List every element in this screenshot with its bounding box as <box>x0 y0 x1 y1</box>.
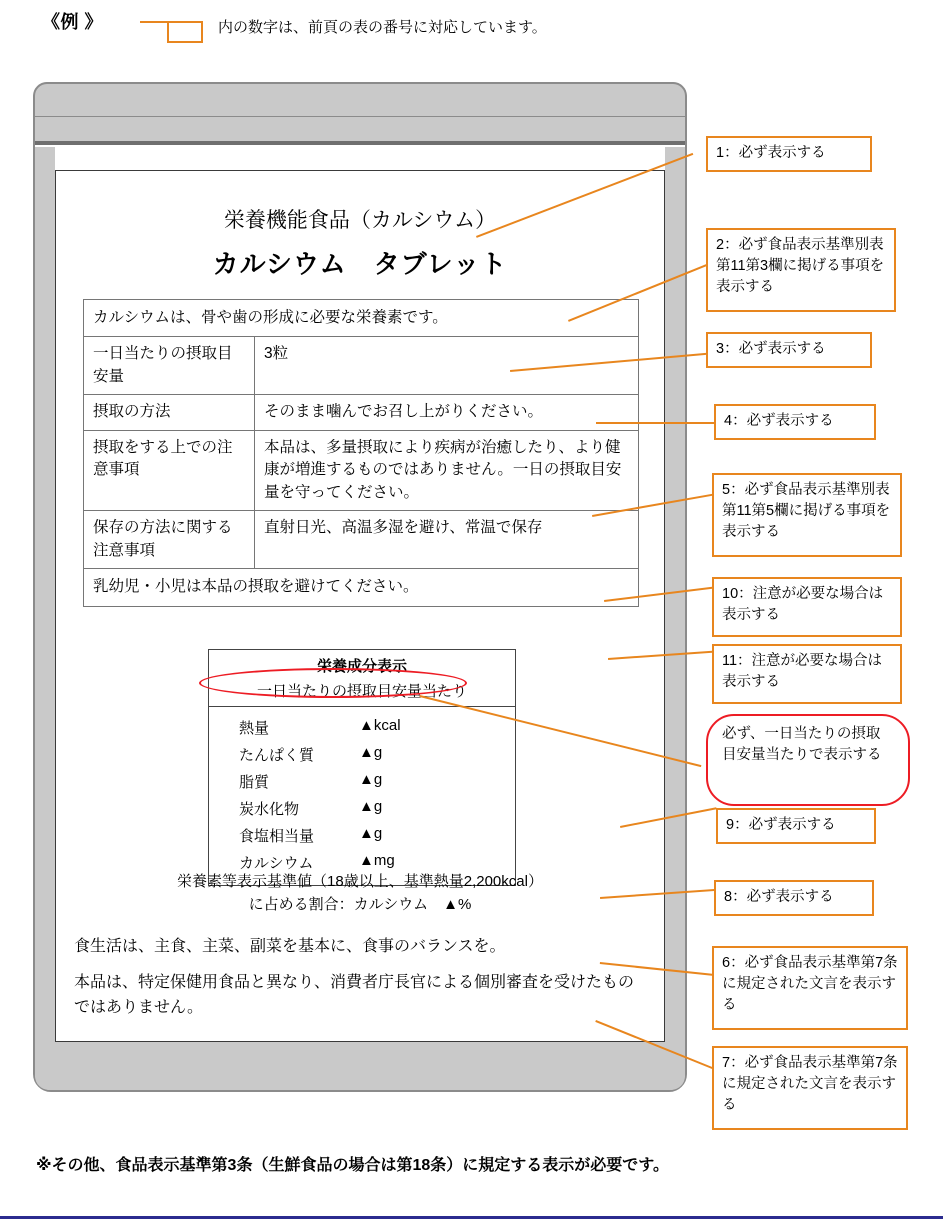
package-left-edge <box>35 147 55 1042</box>
package-right-edge <box>665 147 685 1042</box>
table-row <box>84 511 639 569</box>
callout-8: 8：必ず表示する <box>714 880 874 916</box>
label-product-name: カルシウム タブレット <box>212 249 508 279</box>
row-head-storage: 保存の方法に関する注意事項 <box>84 511 255 569</box>
table-row <box>84 430 639 510</box>
row-body-storage: 直射日光、高温多湿を避け、常温で保存 <box>255 511 639 569</box>
nutrient-value: ▲g <box>359 798 383 815</box>
legend-note: 内の数字は、前頁の表の番号に対応しています。 <box>218 19 547 36</box>
callout-3: 3：必ず表示する <box>706 332 872 368</box>
row-head-intake-amount: 一日当たりの摂取目安量 <box>84 337 255 395</box>
nutrient-name: カルシウム <box>239 855 314 872</box>
nutrition-rows <box>209 707 515 885</box>
row-head-intake-method: 摂取の方法 <box>84 395 255 430</box>
row-body-intake-method: そのまま噛んでお召し上がりください。 <box>255 395 639 430</box>
package-top-band <box>33 82 687 118</box>
nutrient-name: 熱量 <box>239 720 270 737</box>
nutrition-title: 栄養成分表示 <box>316 658 407 675</box>
callout-5: 5：必ず食品表示基準別表第11第5欄に掲げる事項を表示する <box>712 473 902 557</box>
nutrient-name: 食塩相当量 <box>239 828 315 845</box>
disclaimer-text: 本品は、特定保健用食品と異なり、消費者庁長官による個別審査を受けたものではありません。 <box>74 974 635 1016</box>
list-item <box>209 795 515 822</box>
nutrient-value: ▲mg <box>359 852 395 869</box>
product-label <box>55 170 665 1042</box>
nutrient-name: たんぱく質 <box>239 747 315 764</box>
standard-note-line1: 栄養素等表示基準値（18歳以上、基準熱量2,200kcal） <box>177 873 543 890</box>
callout-6: 6：必ず食品表示基準第7条に規定された文言を表示する <box>712 946 908 1030</box>
nutrient-value: ▲g <box>359 771 383 788</box>
table-row-claim <box>84 300 639 337</box>
list-item <box>209 714 515 741</box>
nutrient-value: ▲kcal <box>359 717 401 734</box>
row-head-intake-caution: 摂取をする上での注意事項 <box>84 430 255 510</box>
nutrient-value: ▲g <box>359 744 383 761</box>
nutrition-facts-panel <box>208 649 516 886</box>
nutrient-name: 脂質 <box>239 774 270 791</box>
callout-10: 10：注意が必要な場合は表示する <box>712 577 902 637</box>
package-seal-band <box>35 117 685 143</box>
standard-note-line2: に占める割合：カルシウム ▲% <box>248 895 472 913</box>
table-row-infant <box>84 569 639 606</box>
balanced-diet-text: 食生活は、主食、主菜、副菜を基本に、食事のバランスを。 <box>74 938 506 955</box>
legend-leader-line <box>140 21 168 23</box>
table-row <box>84 395 639 430</box>
legend-number-box <box>167 21 203 43</box>
label-info-table <box>83 299 639 607</box>
label-category-title: 栄養機能食品（カルシウム） <box>223 209 497 232</box>
package-bottom-band <box>35 1042 685 1090</box>
callout-4: 4：必ず表示する <box>714 404 876 440</box>
row-body-intake-caution: 本品は、多量摂取により疾病が治癒したり、より健康が増進するものではありません。一日の摂取目安量を守ってください。 <box>255 430 639 510</box>
nutrient-value: ▲g <box>359 825 383 842</box>
nutrition-basis: 一日当たりの摂取目安量当たり <box>209 678 515 707</box>
standard-value-note <box>56 871 664 916</box>
footer-note: ※その他、食品表示基準第3条（生鮮食品の場合は第18条）に規定する表示が必要です。 <box>36 1157 669 1174</box>
callout-7: 7：必ず食品表示基準第7条に規定された文言を表示する <box>712 1046 908 1130</box>
callout-1: 1：必ず表示する <box>706 136 872 172</box>
list-item <box>209 768 515 795</box>
list-item <box>209 822 515 849</box>
nutrient-name: 炭水化物 <box>239 801 300 818</box>
row-body-intake-amount: 3粒 <box>255 337 639 395</box>
claim-cell: カルシウムは、骨や歯の形成に必要な栄養素です。 <box>84 300 639 337</box>
callout-11: 11：注意が必要な場合は表示する <box>712 644 902 704</box>
example-label: 《例 》 <box>42 12 104 32</box>
list-item <box>209 741 515 768</box>
package-seal-line <box>35 143 685 147</box>
callout-9: 9：必ず表示する <box>716 808 876 844</box>
callout-2: 2：必ず食品表示基準別表第11第3欄に掲げる事項を表示する <box>706 228 896 312</box>
table-row <box>84 337 639 395</box>
callout-12: 必ず、一日当たりの摂取目安量当たりで表示する <box>706 714 910 806</box>
infant-caution-cell: 乳幼児・小児は本品の摂取を避けてください。 <box>84 569 639 606</box>
